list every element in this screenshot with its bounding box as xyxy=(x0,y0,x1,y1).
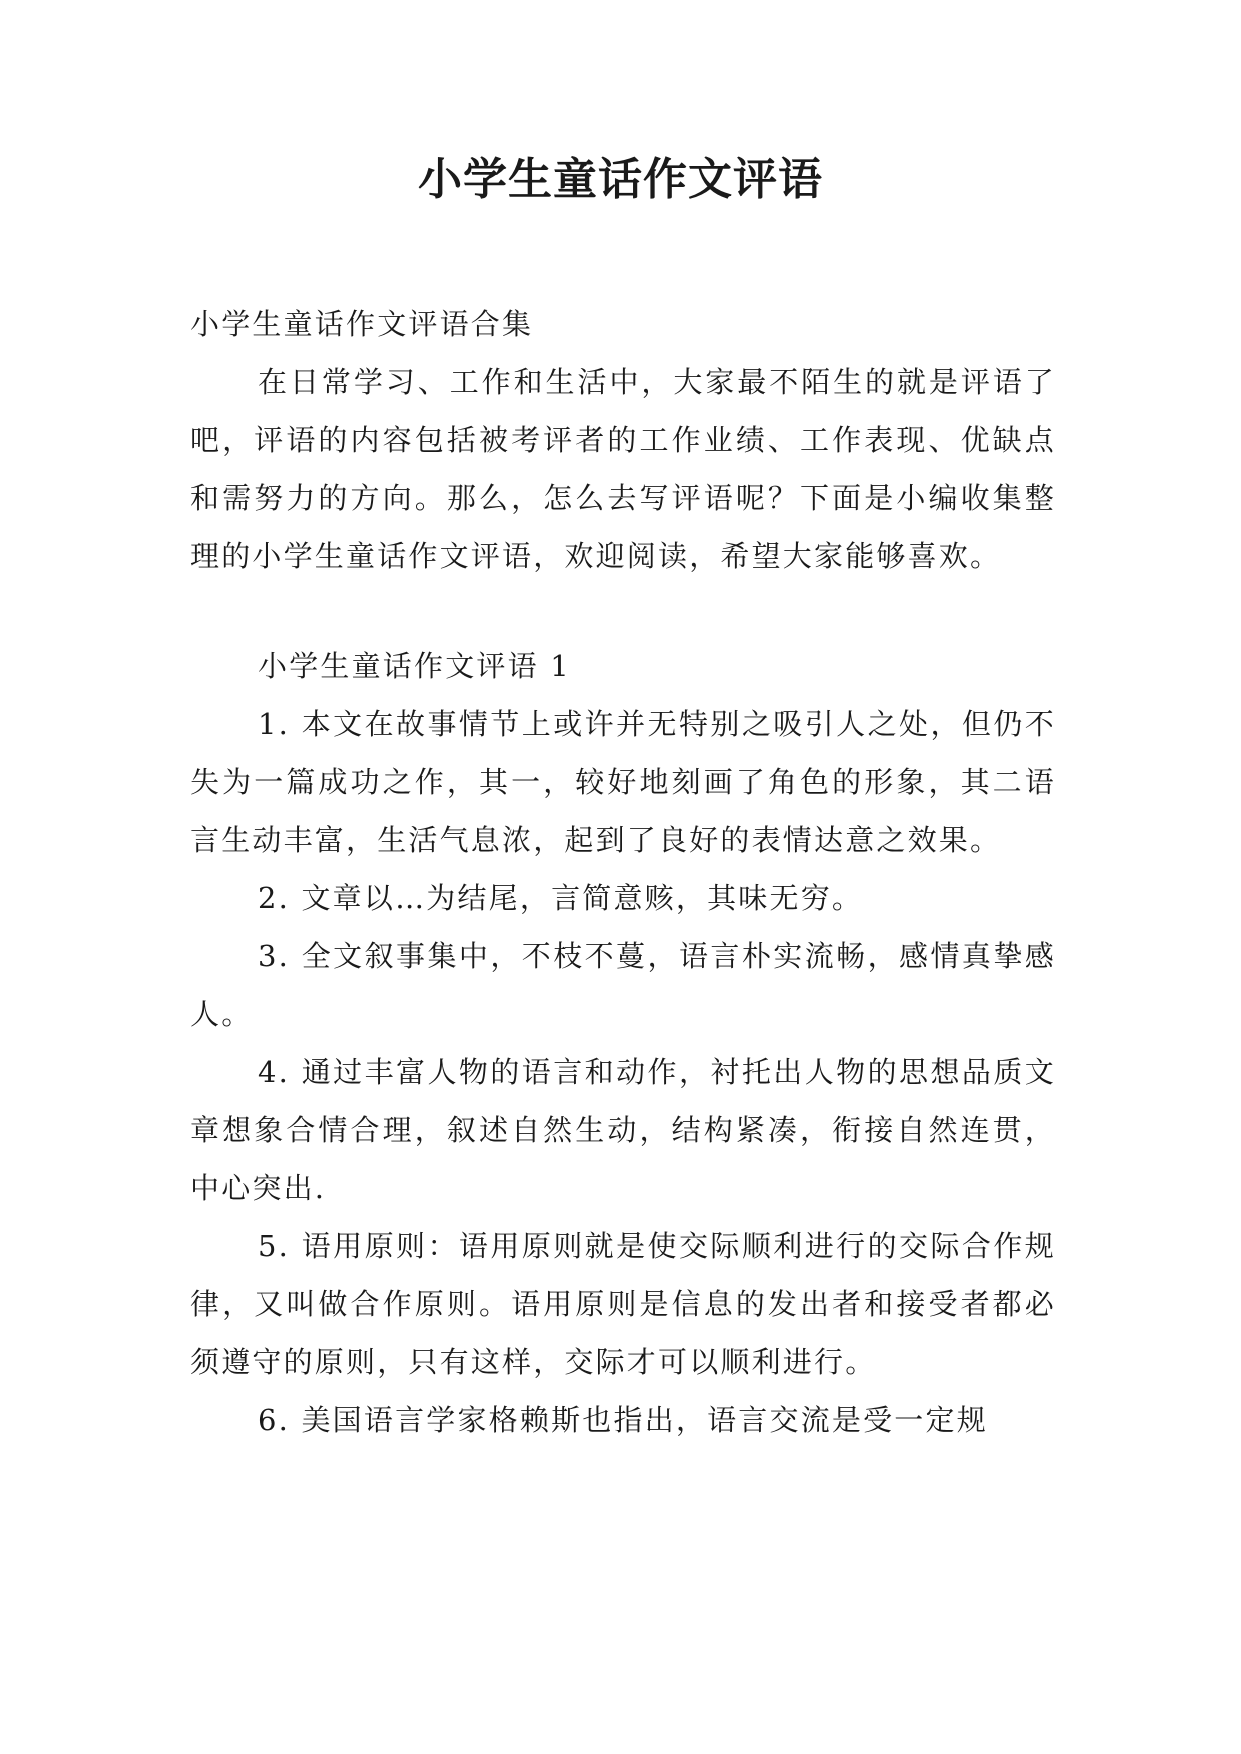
list-item: 4. 通过丰富人物的语言和动作，衬托出人物的思想品质文章想象合情合理，叙述自然生动，结构紧凑，衔接自然连贯，中心突出. xyxy=(190,1055,1056,1205)
intro-paragraph: 在日常学习、工作和生活中，大家最不陌生的就是评语了吧，评语的内容包括被考评者的工作业绩、工作表现、优缺点和需努力的方向。那么，怎么去写评语呢？下面是小编收集整理的小学生童话作文评语，欢迎阅读，希望大家能够喜欢。 xyxy=(190,365,1056,573)
list-item: 6. 美国语言学家格赖斯也指出，语言交流是受一定规 xyxy=(258,1403,988,1437)
list-item: 3. 全文叙事集中，不枝不蔓，语言朴实流畅，感情真挚感人。 xyxy=(190,939,1056,1031)
section-heading: 小学生童话作文评语 1 xyxy=(258,649,571,683)
document-subtitle: 小学生童话作文评语合集 xyxy=(190,307,534,341)
document-body xyxy=(190,295,1056,1449)
section-spacer xyxy=(190,585,1056,637)
document-title: 小学生童话作文评语 xyxy=(418,154,823,205)
list-item: 5. 语用原则：语用原则就是使交际顺利进行的交际合作规律，又叫做合作原则。语用原则是信息的发出者和接受者都必须遵守的原则，只有这样，交际才可以顺利进行。 xyxy=(190,1229,1056,1379)
list-item: 1. 本文在故事情节上或许并无特别之吸引人之处，但仍不失为一篇成功之作，其一，较好地刻画了角色的形象，其二语言生动丰富，生活气息浓，起到了良好的表情达意之效果。 xyxy=(190,707,1056,857)
list-item: 2. 文章以…为结尾，言简意赅，其味无穷。 xyxy=(258,881,864,915)
